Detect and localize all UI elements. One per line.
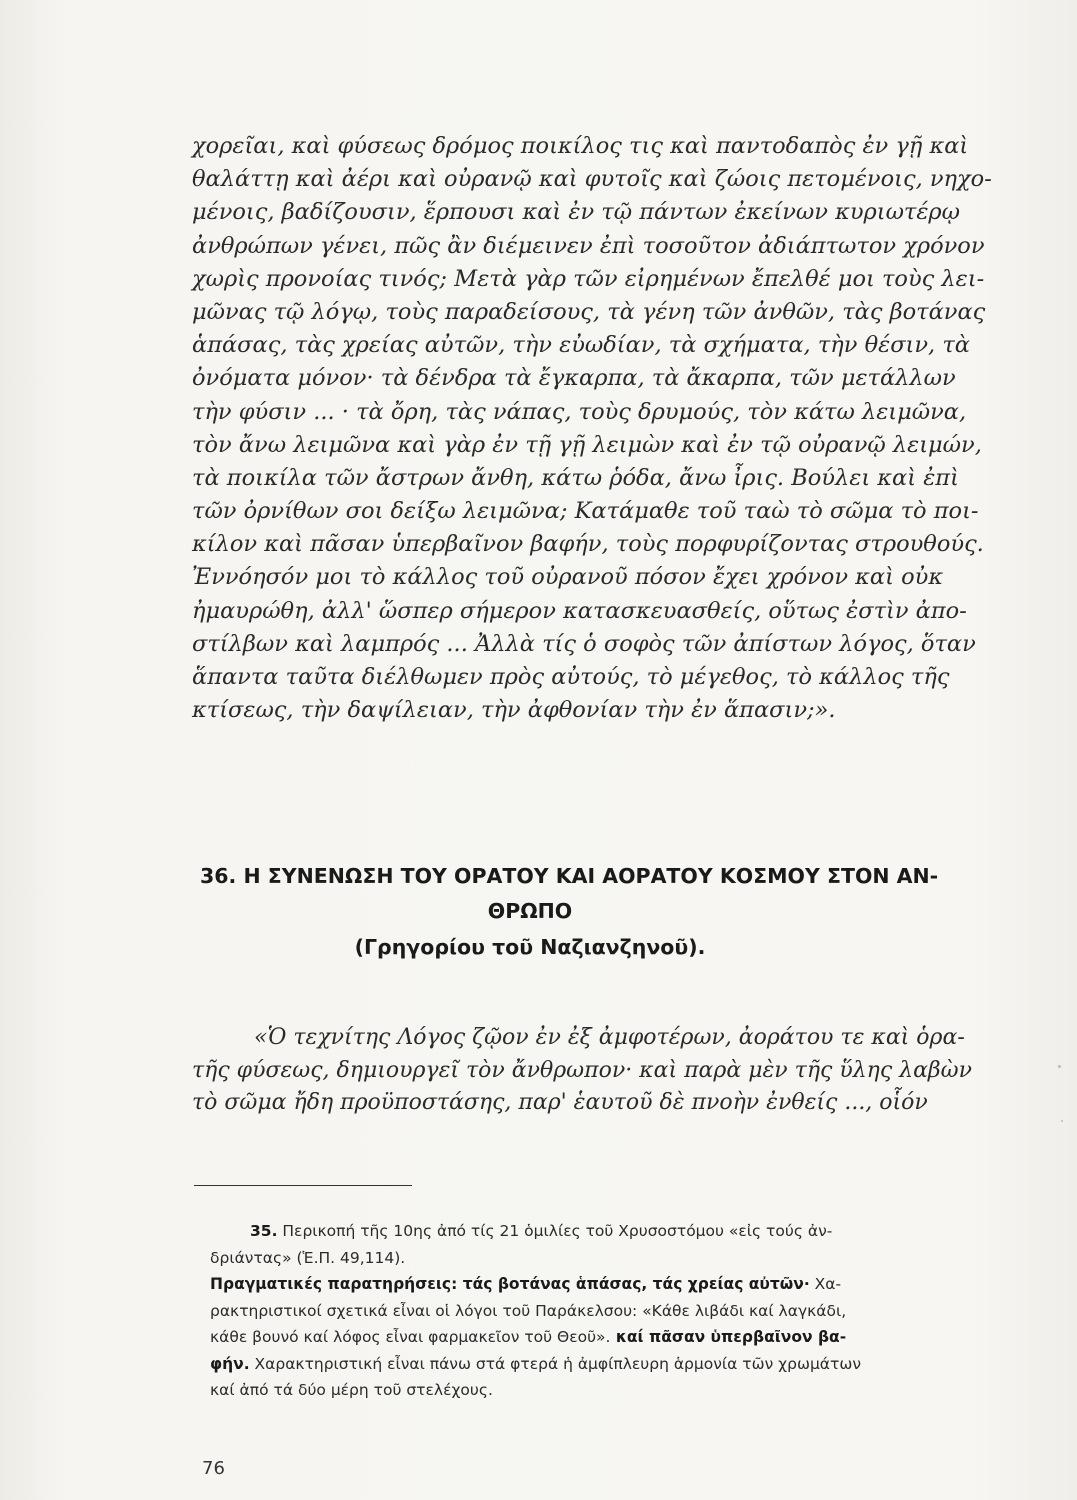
notes-text: κάθε βουνό καί λόφος εἶναι φαρμακεῖον τοῦ Θεοῦ».: [210, 1328, 611, 1346]
notes-line: ρακτηριστικοί σχετικά εἶναι οἱ λόγοι τοῦ Παράκελσου: «Κάθε λιβάδι καί λαγκάδι,: [210, 1301, 847, 1320]
quote-block: [192, 1022, 1072, 1120]
text-line: στίλβων καὶ λαμπρός ... Ἀλλὰ τίς ὁ σοφὸς τῶν ἀπίστων λόγος, ὅταν: [192, 630, 976, 657]
footnote-divider: [194, 1185, 412, 1186]
text-line: τὸν ἄνω λειμῶνα καὶ γὰρ ἐν τῇ γῇ λειμὼν καὶ ἐν τῷ οὐρανῷ λειμών,: [192, 431, 982, 458]
section-title-continuation: ΘΡΩΠΟ: [487, 899, 573, 923]
text-line: κίλον καὶ πᾶσαν ὑπερβαῖνον βαφήν, τοὺς πορφυρίζοντας στρουθούς.: [192, 531, 984, 558]
text-line: χωρὶς προνοίας τινός; Μετὰ γὰρ τῶν εἰρημένων ἔπελθέ μοι τοὺς λει-: [192, 265, 985, 292]
notes-emphasis: φήν.: [210, 1354, 250, 1373]
paper-speck: [1058, 1065, 1061, 1068]
text-line: θαλάττῃ καὶ ἀέρι καὶ οὐρανῷ καὶ φυτοῖς καὶ ζώοις πετομένοις, νηχο-: [192, 166, 992, 193]
text-line: τὴν φύσιν ... · τὰ ὄρη, τὰς νάπας, τοὺς δρυμούς, τὸν κάτω λειμῶνα,: [192, 398, 967, 425]
notes-label: Πραγματικές παρατηρήσεις: τάς βοτάνας ἁπάσας, τάς χρείας αὐτῶν·: [210, 1275, 810, 1293]
notes-line: [210, 1271, 1070, 1298]
text-line: Ἐννόησόν μοι τὸ κάλλος τοῦ οὐρανοῦ πόσον ἔχει χρόνον καὶ οὐκ: [192, 564, 944, 591]
text-line: ἁπάσας, τὰς χρείας αὐτῶν, τὴν εὐωδίαν, τὰ σχήματα, τὴν θέσιν, τὰ: [192, 332, 970, 359]
quote-line: τῆς φύσεως, δημιουργεῖ τὸν ἄνθρωπον· καὶ παρὰ μὲν τῆς ὕλης λαβὼν: [192, 1057, 972, 1083]
footnote-number: 35.: [250, 1222, 278, 1240]
text-line: τὰ ποικίλα τῶν ἄστρων ἄνθη, κάτω ῥόδα, ἄνω ἶρις. Βούλει καὶ ἐπὶ: [192, 464, 959, 491]
section-heading: [200, 858, 1050, 964]
main-text-block: [192, 130, 1077, 727]
notes-line: καί ἀπό τά δύο μέρη τοῦ στελέχους.: [210, 1381, 493, 1399]
paper-speck: [1061, 1120, 1063, 1122]
text-line: μῶνας τῷ λόγῳ, τοὺς παραδείσους, τὰ γένη τῶν ἀνθῶν, τὰς βοτάνας: [192, 298, 986, 325]
footnote-35-line: δριάντας» (Ἑ.Π. 49,114).: [210, 1248, 406, 1267]
section-subtitle: (Γρηγορίου τοῦ Ναζιανζηνοῦ).: [354, 935, 706, 959]
text-line: κτίσεως, τὴν δαψίλειαν, τὴν ἀφθονίαν τὴν ἐν ἅπασιν;».: [192, 697, 836, 724]
text-line: ὀνόματα μόνον· τὰ δένδρα τὰ ἔγκαρπα, τὰ ἄκαρπα, τῶν μετάλλων: [192, 365, 956, 392]
text-line: ἠμαυρώθη, ἀλλ' ὥσπερ σήμερον κατασκευασθείς, οὕτως ἐστὶν ἀπο-: [192, 597, 967, 624]
section-title: 36. Η ΣΥΝΕΝΩΣΗ ΤΟΥ ΟΡΑΤΟΥ ΚΑΙ ΑΟΡΑΤΟΥ ΚΟΣΜΟΥ ΣΤΟΝ ΑΝ-: [200, 864, 939, 888]
text-line: ἅπαντα ταῦτα διέλθωμεν πρὸς αὐτούς, τὸ μέγεθος, τὸ κάλλος τῆς: [192, 664, 950, 690]
notes-line: [210, 1324, 1070, 1351]
footnote-text: Περικοπή τῆς 10ης ἀπό τίς 21 ὁμιλίες τοῦ Χρυσοστόμου «εἰς τούς ἀν-: [282, 1222, 833, 1240]
text-line: μένοις, βαδίζουσιν, ἕρπουσι καὶ ἐν τῷ πάντων ἐκείνων κυριωτέρῳ: [192, 199, 961, 226]
footnotes-block: [210, 1218, 1070, 1404]
text-line: ἀνθρώπων γένει, πῶς ἂν διέμεινεν ἐπὶ τοσοῦτον ἀδιάπτωτον χρόνον: [192, 232, 985, 259]
footnote-35-line: [210, 1218, 1070, 1245]
text-line: τῶν ὀρνίθων σοι δείξω λειμῶνα; Κατάμαθε τοῦ ταὼ τὸ σῶμα τὸ ποι-: [192, 498, 979, 525]
notes-text: Χαρακτηριστική εἶναι πάνω στά φτερά ἡ ἀμφίπλευρη ἁρμονία τῶν χρωμάτων: [249, 1354, 861, 1373]
notes-emphasis: καί πᾶσαν ὑπερβαῖνον βα-: [610, 1328, 847, 1346]
quote-line: «Ὁ τεχνίτης Λόγος ζῷον ἐν ἐξ ἀμφοτέρων, ἀοράτου τε καὶ ὁρα-: [254, 1025, 965, 1050]
quote-line: τὸ σῶμα ἤδη προϋποστάσης, παρ' ἑαυτοῦ δὲ πνοὴν ἐνθείς ..., οἷόν: [192, 1090, 928, 1115]
notes-line: [210, 1351, 1070, 1378]
text-line: χορεῖαι, καὶ φύσεως δρόμος ποικίλος τις καὶ παντοδαπὸς ἐν γῇ καὶ: [192, 133, 969, 159]
notes-text: Χα-: [809, 1275, 842, 1293]
page-number: 76: [202, 1458, 225, 1479]
